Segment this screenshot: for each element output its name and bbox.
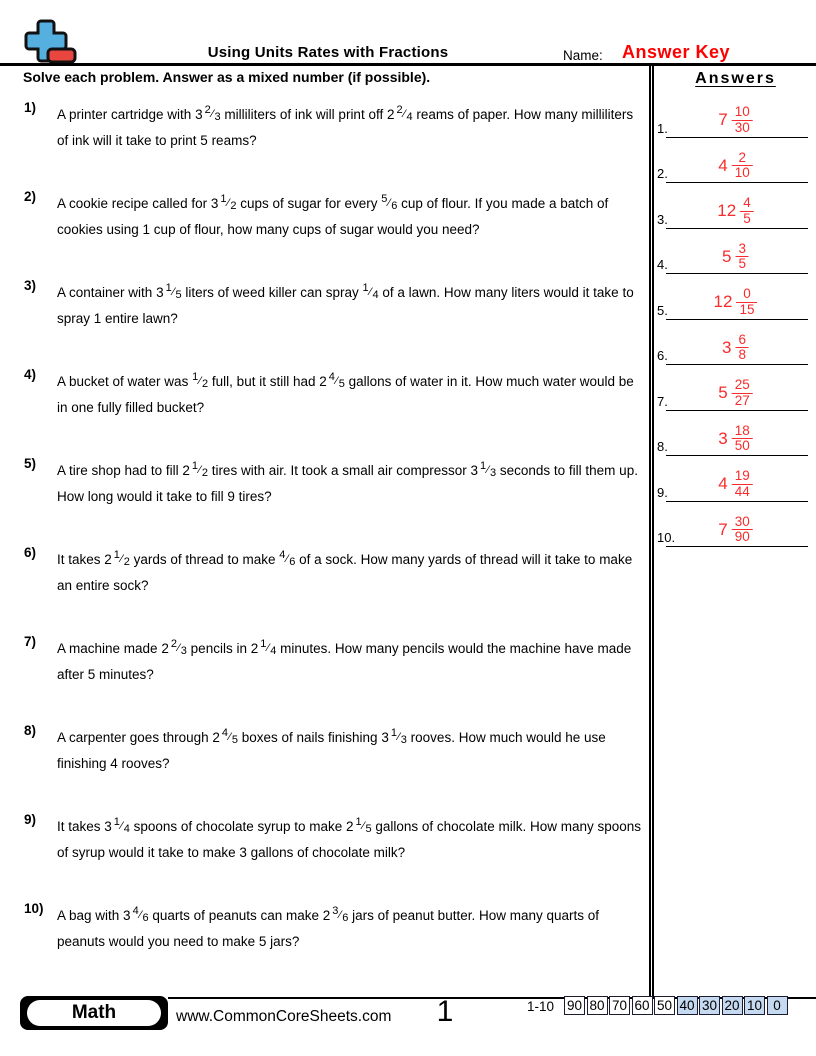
answer-whole: 7 [718, 110, 728, 130]
inline-fraction: 2 $^4$⁄5 [319, 371, 345, 390]
answer-blank-line [666, 546, 808, 547]
inline-fraction: 2 $^2$⁄3 [161, 638, 187, 657]
answer-fraction [732, 378, 753, 408]
problem-number: 2) [24, 189, 37, 204]
inline-fraction: 3 $^1$⁄5 [156, 282, 182, 301]
problem-text: It takes 2 $^1$⁄2 yards of thread to make $^4$⁄6 of a sock. How many yards of thread will it take to make an entire sock? [57, 549, 633, 593]
score-box: 50 [654, 996, 675, 1015]
answer-number: 9. [657, 484, 668, 500]
answer-row [655, 411, 816, 457]
answer-whole: 3 [722, 337, 732, 357]
problem-text: A machine made 2 $^2$⁄3 pencils in 2 $^1$⁄4 minutes. How many pencils would the machine have made after 5 minutes? [57, 638, 632, 682]
answer-row [655, 456, 816, 502]
problem-number: 4) [24, 367, 37, 382]
fraction-denominator: 50 [732, 438, 753, 454]
answer-fraction [740, 196, 754, 226]
fraction-denominator: 8 [735, 347, 749, 363]
score-box: 70 [609, 996, 630, 1015]
problem-text: A cookie recipe called for 3 $^1$⁄2 cups of sugar for every $^5$⁄6 cup of flour. If you made a batch of cookies using 1 cup of flour, how many cups of sugar would you need? [57, 193, 609, 237]
problem-number: 1) [24, 100, 37, 115]
fraction-numerator: 30 [734, 513, 750, 529]
answer-whole: 4 [718, 155, 728, 175]
inline-fraction: 2 $^1$⁄4 [250, 638, 277, 657]
score-box: 80 [587, 996, 608, 1015]
problem-text: A bag with 3 $^4$⁄6 quarts of peanuts can make 2 $^3$⁄6 jars of peanut butter. How many quarts of peanuts would you need to make 5 jars? [57, 905, 600, 949]
inline-fraction: 3 $^1$⁄3 [381, 727, 407, 746]
answer-row [655, 183, 816, 229]
answers-panel [655, 66, 816, 545]
problem-item [24, 811, 642, 900]
problem-number: 5) [24, 456, 37, 471]
answer-number: 1. [657, 120, 668, 136]
answer-row [655, 92, 816, 138]
answer-whole: 7 [718, 519, 728, 539]
answer-value [718, 378, 753, 408]
score-box: 40 [677, 996, 698, 1015]
inline-fraction: 3 $^1$⁄3 [470, 460, 497, 479]
answer-row [655, 274, 816, 320]
problem-item [24, 633, 642, 722]
inline-fraction: 2 $^1$⁄2 [182, 460, 208, 479]
answers-list [655, 92, 816, 547]
fraction-numerator: 2 [738, 149, 746, 165]
answer-number: 10. [657, 530, 676, 545]
answer-value [718, 151, 753, 181]
answer-row [655, 138, 816, 184]
answer-fraction [735, 333, 749, 363]
answers-title: Answers [695, 70, 776, 87]
answer-whole: 3 [718, 428, 728, 448]
inline-fraction: 2 $^4$⁄5 [212, 727, 238, 746]
fraction-numerator: 4 [743, 195, 751, 211]
answer-key-label: Answer Key [622, 42, 731, 62]
inline-fraction: $^5$⁄6 [381, 193, 398, 212]
fraction-numerator: 6 [738, 331, 746, 347]
answer-value [717, 196, 753, 226]
answer-row [655, 229, 816, 275]
problem-number: 6) [24, 545, 37, 560]
instruction-text: Solve each problem. Answer as a mixed number (if possible). [23, 69, 431, 85]
problem-item [24, 99, 642, 188]
problem-item [24, 455, 642, 544]
answer-number: 4. [657, 257, 668, 272]
fraction-numerator: 25 [734, 377, 750, 393]
fraction-denominator: 27 [732, 393, 753, 409]
problem-item [24, 722, 642, 811]
fraction-numerator: 0 [743, 286, 751, 302]
inline-fraction: 3 $^1$⁄4 [104, 816, 130, 835]
problem-text: It takes 3 $^1$⁄4 spoons of chocolate syrup to make 2 $^1$⁄5 gallons of chocolate milk. How many spoons of syrup would it take to make 3 gallons of chocolate milk? [57, 816, 642, 860]
inline-fraction: 3 $^1$⁄2 [210, 193, 237, 212]
answer-whole: 12 [713, 292, 733, 312]
answer-whole: 12 [717, 201, 737, 221]
problem-item [24, 188, 642, 277]
inline-fraction: 2 $^2$⁄4 [386, 104, 413, 123]
inline-fraction: 2 $^1$⁄2 [104, 549, 130, 568]
fraction-numerator: 3 [738, 240, 746, 256]
inline-fraction: $^1$⁄4 [362, 282, 379, 301]
answer-fraction [736, 287, 757, 317]
answer-fraction [732, 424, 753, 454]
fraction-denominator: 5 [735, 256, 749, 272]
score-box: 90 [564, 996, 585, 1015]
problem-text: A container with 3 $^1$⁄5 liters of weed killer can spray $^1$⁄4 of a lawn. How many liters would it take to spray 1 entire lawn? [57, 282, 634, 326]
answer-fraction [732, 515, 753, 545]
problem-number: 8) [24, 723, 37, 738]
answer-value [718, 515, 753, 545]
answer-row [655, 502, 816, 548]
inline-fraction: 2 $^3$⁄6 [322, 905, 349, 924]
answer-value [718, 105, 753, 135]
answer-fraction [732, 105, 753, 135]
fraction-denominator: 44 [732, 484, 753, 500]
inline-fraction: 3 $^4$⁄6 [123, 905, 149, 924]
website-url: www.CommonCoreSheets.com [176, 1008, 392, 1025]
page-number: 1 [436, 995, 454, 1028]
inline-fraction: $^1$⁄2 [192, 371, 209, 390]
problems-list [24, 99, 642, 989]
problem-item [24, 277, 642, 366]
answer-value [714, 287, 758, 317]
score-box: 20 [722, 996, 743, 1015]
fraction-denominator: 10 [732, 165, 753, 181]
inline-fraction: 2 $^1$⁄5 [346, 816, 372, 835]
inline-fraction: $^4$⁄6 [279, 549, 296, 568]
fraction-numerator: 18 [734, 422, 750, 438]
answer-row [655, 365, 816, 411]
answer-number: 2. [657, 166, 668, 181]
answer-whole: 5 [722, 246, 732, 266]
answer-whole: 5 [718, 383, 728, 403]
answer-fraction [732, 469, 753, 499]
answer-fraction [732, 151, 753, 181]
fraction-numerator: 10 [734, 104, 750, 120]
fraction-denominator: 5 [740, 211, 754, 227]
problem-item [24, 544, 642, 633]
answer-row [655, 320, 816, 366]
problem-number: 9) [24, 812, 37, 827]
fraction-denominator: 90 [732, 529, 753, 545]
inline-fraction: 3 $^2$⁄3 [195, 104, 221, 123]
answer-whole: 4 [718, 474, 728, 494]
score-box: 60 [632, 996, 653, 1015]
subject-badge [20, 996, 168, 1030]
problem-text: A printer cartridge with 3 $^2$⁄3 milliliters of ink will print off 2 $^2$⁄4 reams of paper. How many milliliters of ink will it take to print 5 reams? [57, 104, 634, 148]
fraction-denominator: 15 [736, 302, 757, 318]
problem-text: A carpenter goes through 2 $^4$⁄5 boxes of nails finishing 3 $^1$⁄3 rooves. How much would he use finishing 4 rooves? [57, 727, 606, 771]
page-title: Using Units Rates with Fractions [207, 44, 449, 61]
answer-number: 7. [657, 393, 668, 409]
answers-column-divider [649, 66, 654, 997]
answer-value [718, 469, 753, 499]
answer-number: 8. [657, 439, 668, 454]
fraction-numerator: 19 [734, 468, 750, 484]
score-table [564, 996, 788, 1015]
problem-number: 3) [24, 278, 37, 293]
score-box: 30 [699, 996, 720, 1015]
score-range-label: 1-10 [527, 999, 555, 1014]
answer-fraction [735, 242, 749, 272]
problem-number: 10) [24, 901, 44, 916]
answer-value [722, 333, 749, 363]
problem-text: A bucket of water was $^1$⁄2 full, but it still had 2 $^4$⁄5 gallons of water in it. How much water would be in one fully filled bucket? [57, 371, 634, 415]
score-box: 0 [767, 996, 788, 1015]
answer-number: 3. [657, 211, 668, 227]
score-box: 10 [744, 996, 765, 1015]
problem-item [24, 366, 642, 455]
subject-label: Math [27, 1000, 161, 1026]
answer-number: 6. [657, 348, 668, 363]
problem-item [24, 900, 642, 989]
name-label: Name: [563, 48, 603, 63]
answer-value [722, 242, 749, 272]
problem-number: 7) [24, 634, 37, 649]
problem-text: A tire shop had to fill 2 $^1$⁄2 tires with air. It took a small air compressor 3 $^1$⁄3 seconds to fill them up. How long would it take to fill 9 tires? [57, 460, 638, 504]
answer-value [718, 424, 753, 454]
fraction-denominator: 30 [732, 120, 753, 136]
answer-number: 5. [657, 302, 668, 318]
